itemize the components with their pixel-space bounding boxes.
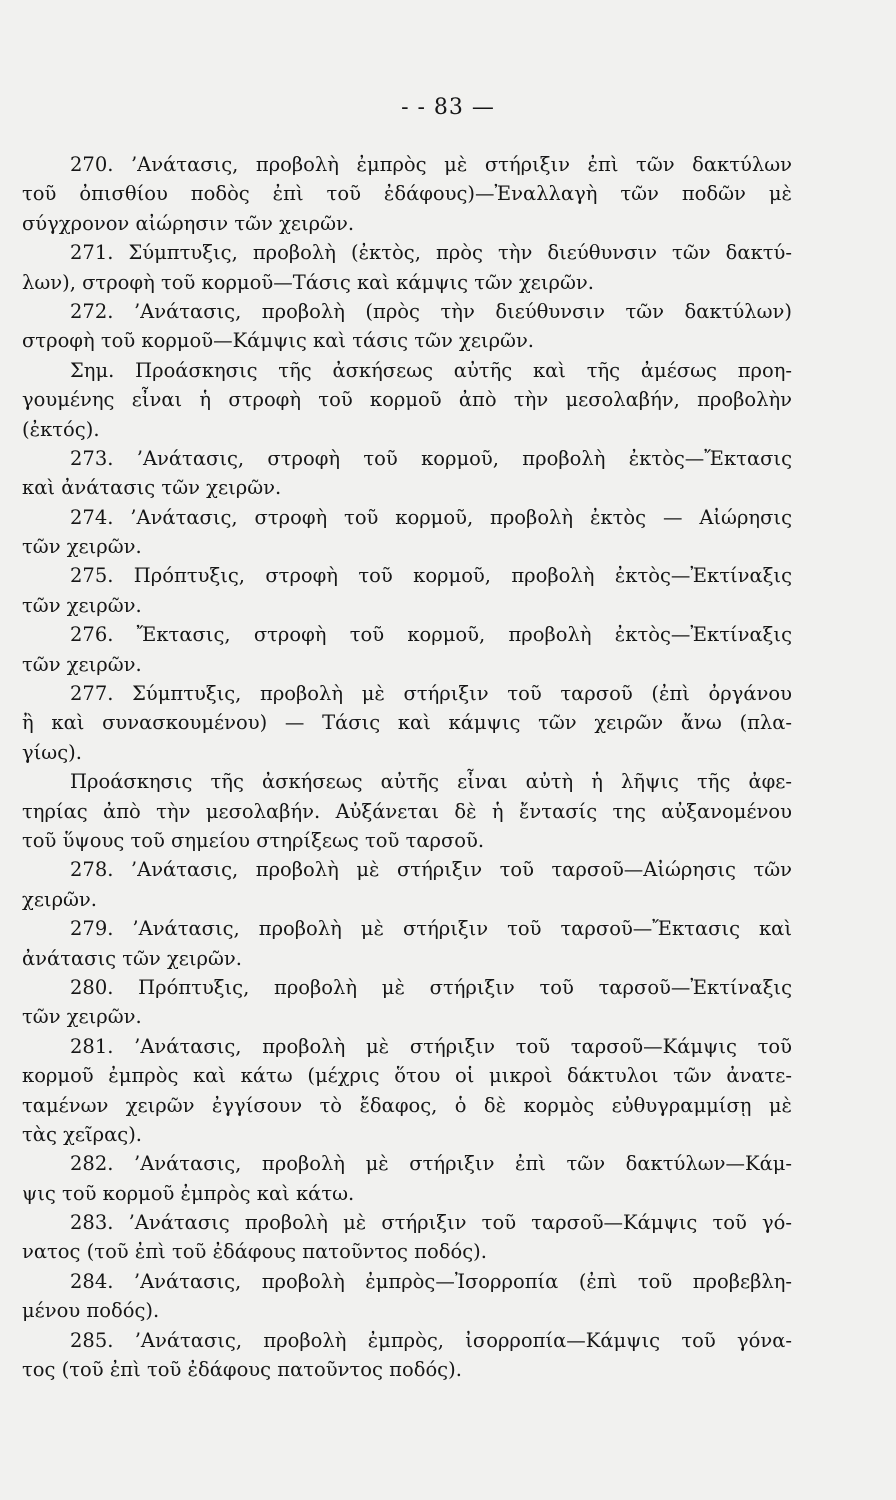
text-line: 280. Πρόπτυξις, προβολὴ μὲ στήριξιν τοῦ ταρσοῦ—Ἐκτίναξις (70, 975, 792, 999)
text-line: τῶν χειρῶν. (22, 593, 142, 617)
text-line: ταμένων χειρῶν ἐγγίσουν τὸ ἔδαφος, ὁ δὲ κορμὸς εὐθυγραμμίσῃ μὲ (22, 1093, 792, 1117)
text-line: στροφὴ τοῦ κορμοῦ—Κάμψις καὶ τάσις τῶν χειρῶν. (22, 329, 534, 353)
text-line: καὶ ἀνάτασις τῶν χειρῶν. (22, 476, 282, 500)
text-line: τῶν χειρῶν. (22, 652, 142, 676)
text-line: 279. ’Ανάτασις, προβολὴ μὲ στήριξιν τοῦ ταρσοῦ—Ἔκτασις καὶ (70, 917, 792, 941)
text-line: 277. Σύμπτυξις, προβολὴ μὲ στήριξιν τοῦ ταρσοῦ (ἐπὶ ὀργάνου (70, 682, 792, 706)
text-line: 272. ’Ανάτασις, προβολὴ (πρὸς τὴν διεύθυνσιν τῶν δακτύλων) (70, 299, 792, 323)
text-line: 271. Σύμπτυξις, προβολὴ (ἐκτὸς, πρὸς τὴν διεύθυνσιν τῶν δακτύ- (70, 241, 792, 265)
text-line: 285. ’Ανάτασις, προβολὴ ἐμπρὸς, ἰσορροπία—Κάμψις τοῦ γόνα- (70, 1328, 792, 1352)
text-line: 275. Πρόπτυξις, στροφὴ τοῦ κορμοῦ, προβολὴ ἐκτὸς—Ἐκτίναξις (70, 564, 792, 588)
text-line: 282. ’Ανάτασις, προβολὴ μὲ στήριξιν ἐπὶ τῶν δακτύλων—Κάμ- (70, 1152, 792, 1176)
text-line: τηρίας ἀπὸ τὴν μεσολαβήν. Αὐξάνεται δὲ ἡ ἔντασίς της αὐξανομένου (22, 799, 792, 823)
text-line: τῶν χειρῶν. (22, 1005, 142, 1029)
text-line: 284. ’Ανάτασις, προβολὴ ἐμπρὸς—Ἰσορροπία (ἐπὶ τοῦ προβεβλη- (70, 1269, 792, 1293)
text-line: τὰς χεῖρας). (22, 1122, 142, 1146)
text-line: λων), στροφὴ τοῦ κορμοῦ—Τάσις καὶ κάμψις τῶν χειρῶν. (22, 270, 594, 294)
text-line: 273. ’Ανάτασις, στροφὴ τοῦ κορμοῦ, προβολὴ ἐκτὸς—Ἔκτασις (70, 446, 792, 470)
text-line: τοῦ ὀπισθίου ποδὸς ἐπὶ τοῦ ἐδάφους)—Ἐναλλαγὴ τῶν ποδῶν μὲ (22, 182, 792, 206)
text-line: γίως). (22, 740, 82, 764)
text-line: Προάσκησις τῆς ἀσκήσεως αὐτῆς εἶναι αὐτὴ ἡ λῆψις τῆς ἀφε- (70, 770, 792, 794)
text-line: σύγχρονον αἰώρησιν τῶν χειρῶν. (22, 211, 355, 235)
text-line: τῶν χειρῶν. (22, 535, 142, 559)
text-line: κορμοῦ ἐμπρὸς καὶ κάτω (μέχρις ὅτου οἱ μικροὶ δάκτυλοι τῶν ἀνατε- (22, 1064, 792, 1088)
text-line: (ἐκτός). (22, 417, 100, 441)
text-line: Σημ. Προάσκησις τῆς ἀσκήσεως αὐτῆς καὶ τῆς ἀμέσως προη- (70, 358, 792, 382)
page-number: - - 83 — (401, 95, 495, 120)
text-line: τος (τοῦ ἐπὶ τοῦ ἐδάφους πατοῦντος ποδός). (22, 1358, 462, 1382)
text-line: γουμένης εἶναι ἡ στροφὴ τοῦ κορμοῦ ἀπὸ τὴν μεσολαβήν, προβολὴν (22, 388, 792, 412)
page-text (22, 150, 792, 1384)
text-line: ψις τοῦ κορμοῦ ἐμπρὸς καὶ κάτω. (22, 1181, 355, 1205)
text-line: τοῦ ὕψους τοῦ σημείου στηρίξεως τοῦ ταρσοῦ. (22, 828, 485, 852)
text-line: 278. ’Ανάτασις, προβολὴ μὲ στήριξιν τοῦ ταρσοῦ—Αἰώρησις τῶν (70, 858, 792, 882)
text-line: χειρῶν. (22, 887, 97, 911)
text-line: ἢ καὶ συνασκουμένου) — Τάσις καὶ κάμψις τῶν χειρῶν ἄνω (πλα- (22, 711, 792, 735)
text-line: νατος (τοῦ ἐπὶ τοῦ ἐδάφους πατοῦντος ποδός). (22, 1240, 487, 1264)
text-line: ἀνάτασις τῶν χειρῶν. (22, 946, 242, 970)
text-line: 276. Ἔκτασις, στροφὴ τοῦ κορμοῦ, προβολὴ ἐκτὸς—Ἐκτίναξις (70, 623, 792, 647)
text-line: 283. ’Ανάτασις προβολὴ μὲ στήριξιν τοῦ ταρσοῦ—Κάμψις τοῦ γό- (70, 1211, 792, 1235)
text-line: μένου ποδός). (22, 1299, 160, 1323)
text-line: 270. ’Ανάτασις, προβολὴ ἐμπρὸς μὲ στήριξιν ἐπὶ τῶν δακτύλων (70, 153, 792, 176)
text-line: 281. ’Ανάτασις, προβολὴ μὲ στήριξιν τοῦ ταρσοῦ—Κάμψις τοῦ (70, 1034, 792, 1058)
text-line: 274. ’Ανάτασις, στροφὴ τοῦ κορμοῦ, προβολὴ ἐκτὸς — Αἰώρησις (70, 505, 792, 529)
